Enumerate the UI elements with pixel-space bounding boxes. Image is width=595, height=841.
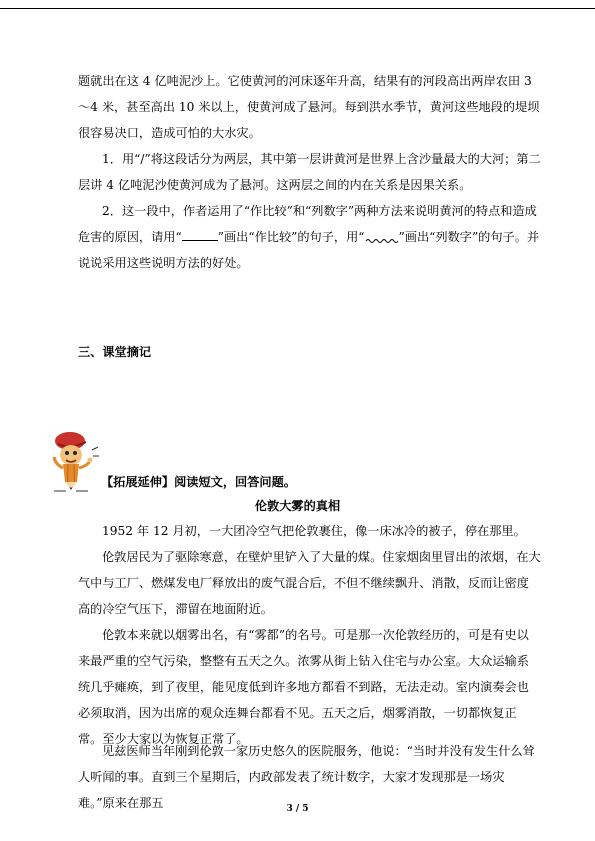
extension-heading: 【拓展延伸】阅读短文，回答问题。: [101, 475, 296, 489]
question-1: 1．用“/”将这段话分为两层，其中第一层讲黄河是世界上含沙量最大的大河；第二层讲 4 亿吨泥沙使黄河成为了悬河。这两层之间的内在关系是因果关系。: [78, 152, 541, 192]
header-rule: [0, 8, 595, 9]
question-2-text-c: ”画出“列数字”的句子。并说说采用这些说明方法的好处。: [78, 230, 540, 270]
page-number: 3 / 5: [286, 804, 309, 814]
article-title: 伦敦大雾的真相: [254, 499, 341, 513]
section-heading: 三、课堂摘记: [78, 345, 152, 359]
straight-underline-sample: [182, 230, 218, 241]
question-2-text-b: ”画出“作比较”的句子，用“: [217, 230, 365, 244]
article-paragraph-2: 伦敦居民为了驱除寒意，在壁炉里铲入了大量的煤。住家烟囱里冒出的浓烟，在大气中与工厂、燃煤发电厂释放出的废气混合后，不但不继续飘升、消散，反而让密度高的冷空气压下，滞留在地面附近。: [78, 550, 541, 616]
article-paragraph-4: 见兹医师当年刚到伦敦一家历史悠久的医院服务，他说：“当时并没有发生什么耸人听闻的事。直到三个星期后，内政部发表了统计数字，大家才发现那是一场灾难。”原来在那五: [78, 744, 535, 810]
article-paragraph-1: 1952 年 12 月初，一大团冷空气把伦敦裹住，像一床冰冷的被子，停在那里。: [102, 524, 526, 538]
question-2: [78, 198, 541, 276]
wavy-underline-sample: [365, 233, 399, 243]
passage-continuation: 题就出在这 4 亿吨泥沙上。它使黄河的河床逐年升高，结果有的河段高出两岸农田 3～4 米，甚至高出 10 米以上，使黄河成了悬河。每到洪水季节，黄河这些地段的堤坝很容易决口，造成可怕的大水灾。: [78, 74, 540, 140]
cartoon-pencil-mascot-icon: [46, 430, 102, 496]
question-2-text-a: 2．这一段中，作者运用了“作比较”和“列数字”两种方法来说明黄河的特点和造成危害的原因，请用“: [78, 204, 537, 244]
article-paragraph-3: 伦敦本来就以烟雾出名，有“雾都”的名号。可是那一次伦敦经历的，可是有史以来最严重的空气污染，整整有五天之久。浓雾从街上钻入住宅与办公室。大众运输系统几乎瘫痪，到了夜里，能见度低到许多地方都看不到路，无法走动。室内演奏会也必须取消，因为出席的观众连舞台都看不见。五天之后，烟雾消散，一切都恢复正常。至少大家以为恢复正常了。: [78, 628, 529, 746]
